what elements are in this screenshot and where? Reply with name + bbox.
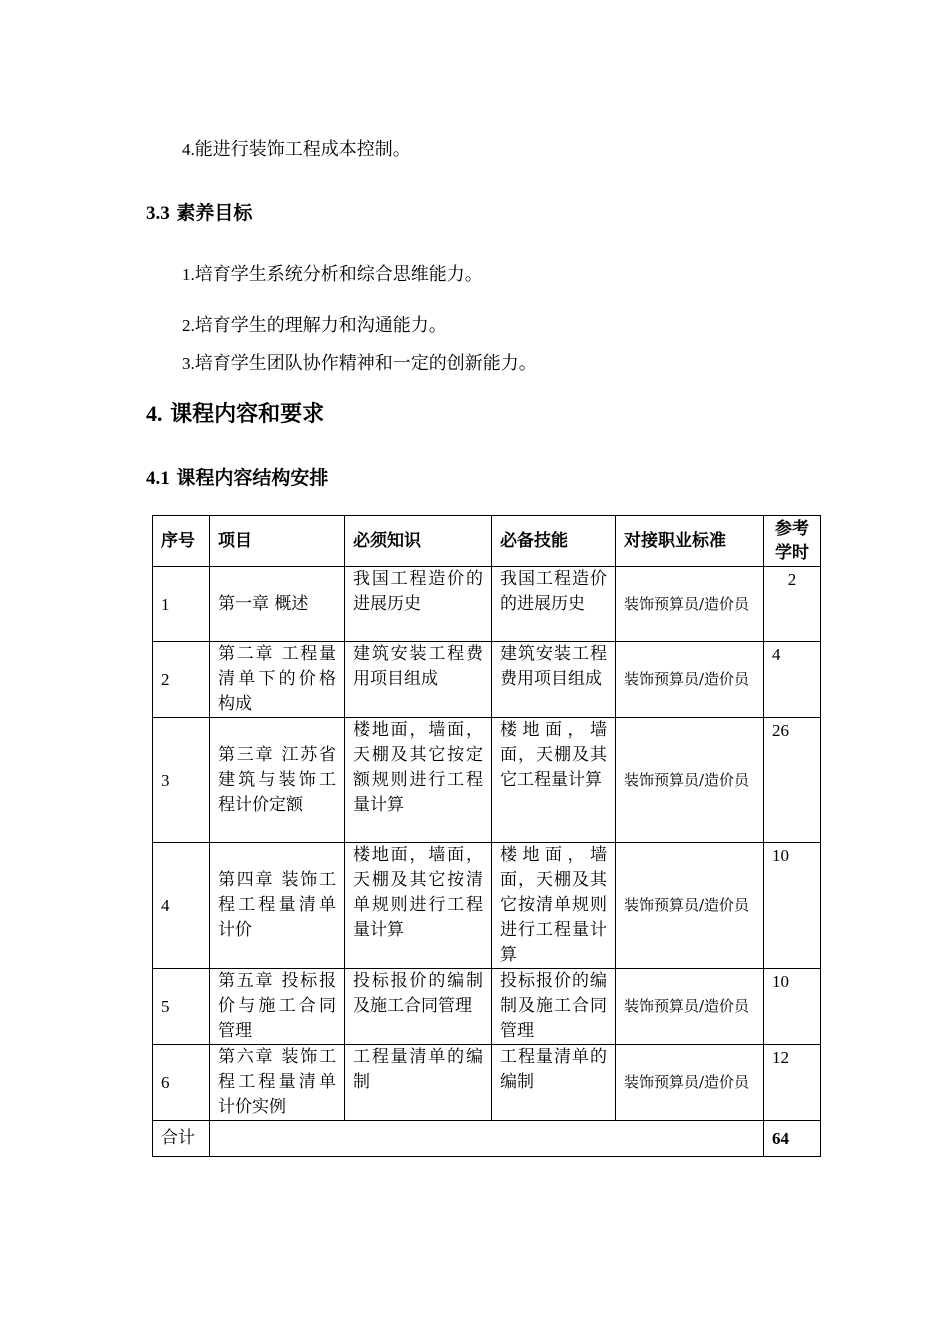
table-header-row (153, 516, 821, 567)
cell-skills: 我国工程造价的进展历史 (492, 567, 616, 642)
cell-knowledge: 楼地面，墙面，天棚及其它按清单规则进行工程量计算 (345, 843, 492, 969)
header-skills: 必备技能 (492, 516, 616, 567)
cell-knowledge: 工程量清单的编制 (345, 1045, 492, 1121)
section-4-heading: 4. 课程内容和要求 (146, 401, 325, 427)
cell-skills: 楼地面，墙面，天棚及其它按清单规则进行工程量计算 (492, 843, 616, 969)
knowledge-goal-4: 4.能进行装饰工程成本控制。 (182, 139, 411, 160)
table-total-row (153, 1121, 821, 1157)
cell-knowledge: 楼地面，墙面，天棚及其它按定额规则进行工程量计算 (345, 718, 492, 843)
cell-knowledge: 我国工程造价的进展历史 (345, 567, 492, 642)
table-row (153, 718, 821, 843)
cell-knowledge: 投标报价的编制及施工合同管理 (345, 969, 492, 1045)
cell-standard: 装饰预算员/造价员 (616, 1045, 764, 1121)
table-row (153, 567, 821, 642)
cell-item: 第五章 投标报价与施工合同管理 (210, 969, 345, 1045)
cell-skills: 建筑安装工程费用项目组成 (492, 642, 616, 718)
quality-goal-2: 2.培育学生的理解力和沟通能力。 (182, 315, 447, 336)
cell-hours: 2 (764, 567, 821, 642)
cell-item: 第六章 装饰工程工程量清单计价实例 (210, 1045, 345, 1121)
cell-hours: 12 (764, 1045, 821, 1121)
cell-standard: 装饰预算员/造价员 (616, 718, 764, 843)
cell-knowledge: 建筑安装工程费用项目组成 (345, 642, 492, 718)
header-knowledge: 必须知识 (345, 516, 492, 567)
table-row (153, 843, 821, 969)
cell-seq: 6 (153, 1045, 210, 1121)
cell-item: 第三章 江苏省建筑与装饰工程计价定额 (210, 718, 345, 843)
cell-skills: 投标报价的编制及施工合同管理 (492, 969, 616, 1045)
cell-skills: 工程量清单的编制 (492, 1045, 616, 1121)
quality-goal-3: 3.培育学生团队协作精神和一定的创新能力。 (182, 353, 537, 374)
cell-seq: 3 (153, 718, 210, 843)
cell-standard: 装饰预算员/造价员 (616, 969, 764, 1045)
total-label: 合计 (153, 1121, 210, 1157)
header-item: 项目 (210, 516, 345, 567)
cell-item: 第一章 概述 (210, 567, 345, 642)
cell-standard: 装饰预算员/造价员 (616, 567, 764, 642)
header-seq: 序号 (153, 516, 210, 567)
total-empty-cell (210, 1121, 764, 1157)
cell-standard: 装饰预算员/造价员 (616, 642, 764, 718)
cell-hours: 10 (764, 969, 821, 1045)
quality-goal-1: 1.培育学生系统分析和综合思维能力。 (182, 264, 483, 285)
cell-seq: 4 (153, 843, 210, 969)
cell-standard: 装饰预算员/造价员 (616, 843, 764, 969)
cell-item: 第二章 工程量清单下的价格构成 (210, 642, 345, 718)
table-row (153, 1045, 821, 1121)
section-4-1-heading: 4.1 课程内容结构安排 (146, 467, 329, 489)
cell-hours: 4 (764, 642, 821, 718)
table-row (153, 642, 821, 718)
total-hours: 64 (764, 1121, 821, 1157)
cell-seq: 2 (153, 642, 210, 718)
table-row (153, 969, 821, 1045)
section-3-3-heading: 3.3 素养目标 (146, 202, 253, 224)
cell-hours: 10 (764, 843, 821, 969)
header-standard: 对接职业标准 (616, 516, 764, 567)
header-hours: 参考学时 (764, 516, 821, 567)
cell-hours: 26 (764, 718, 821, 843)
course-content-table (152, 515, 821, 1157)
cell-seq: 5 (153, 969, 210, 1045)
cell-skills: 楼地面，墙面，天棚及其它工程量计算 (492, 718, 616, 843)
cell-seq: 1 (153, 567, 210, 642)
cell-item: 第四章 装饰工程工程量清单计价 (210, 843, 345, 969)
